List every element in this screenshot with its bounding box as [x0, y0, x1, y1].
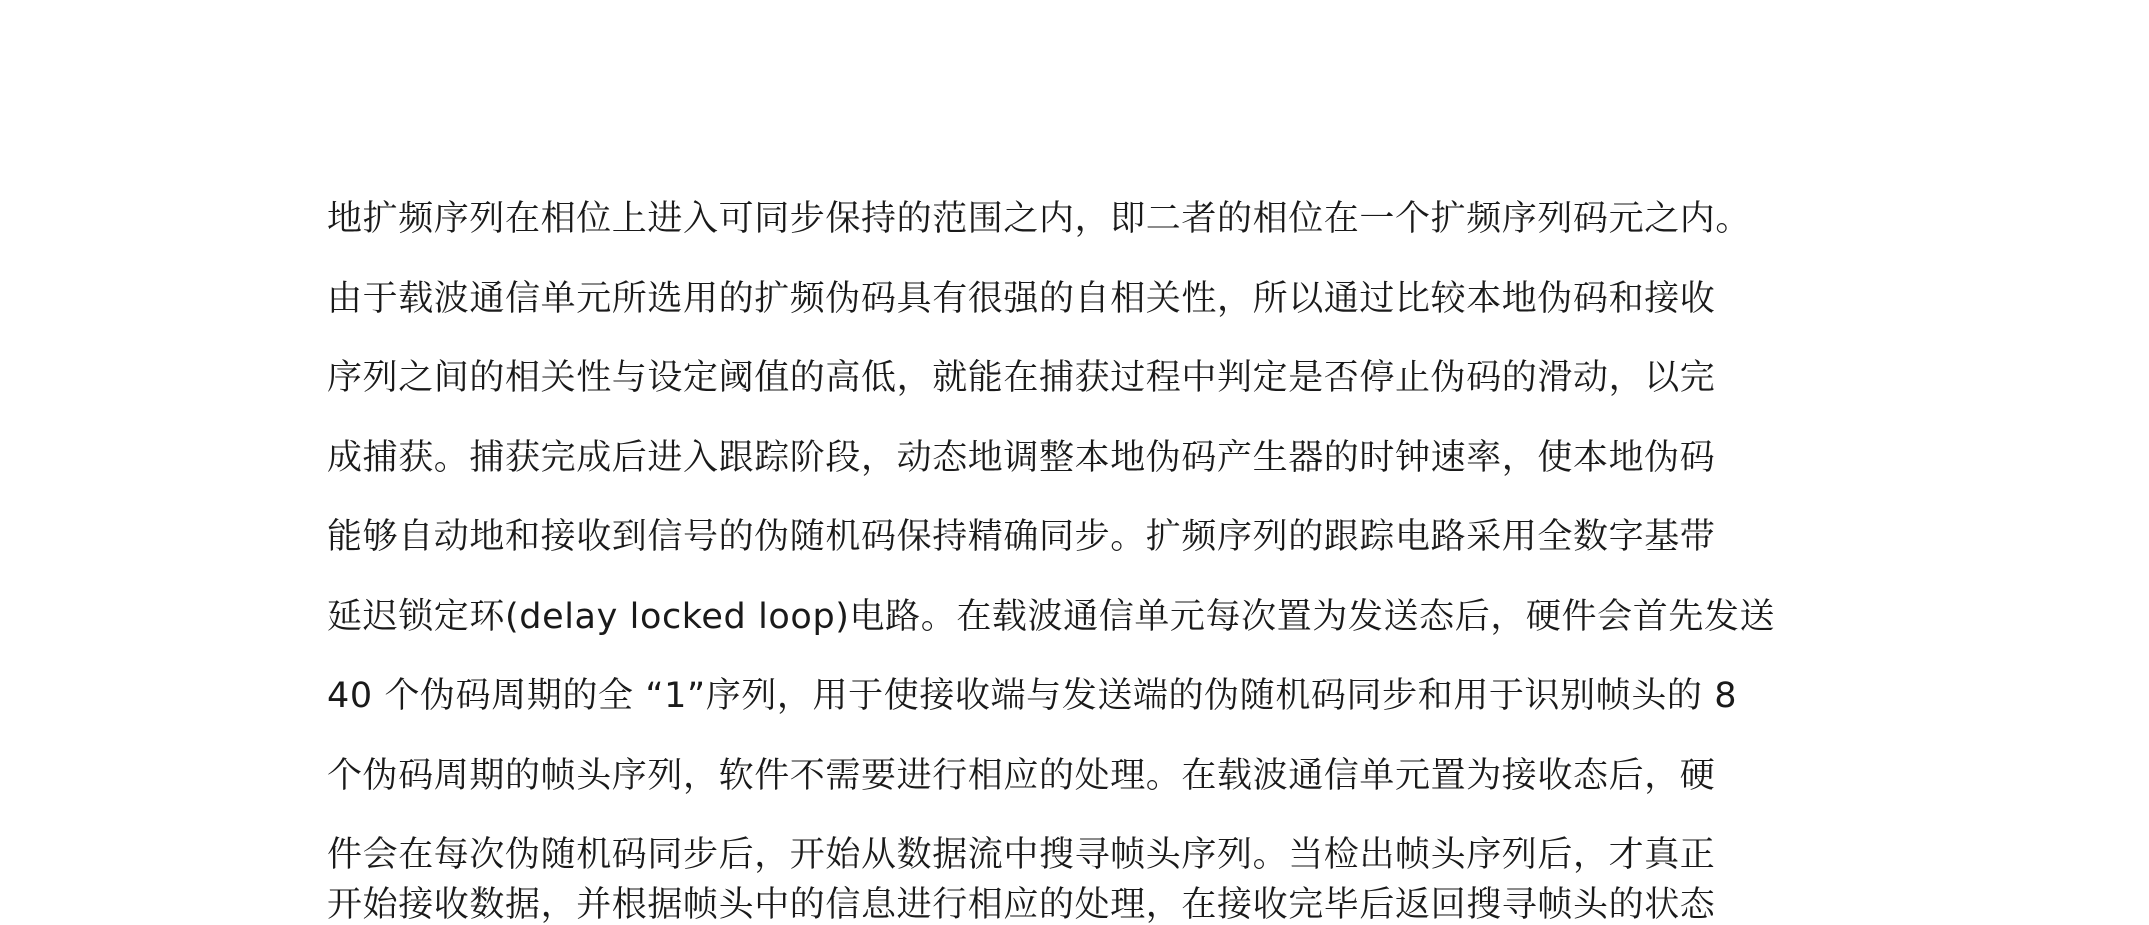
cut-off-line — [327, 885, 1847, 925]
paragraph-line: 成捕获。捕获完成后进入跟踪阶段，动态地调整本地伪码产生器的时钟速率，使本地伪码 — [327, 437, 1716, 478]
paragraph-line: 个伪码周期的帧头序列，软件不需要进行相应的处理。在载波通信单元置为接收态后，硬 — [327, 755, 1716, 796]
paragraph-line: 件会在每次伪随机码同步后，开始从数据流中搜寻帧头序列。当检出帧头序列后，才真正 — [327, 835, 1716, 875]
body-paragraph — [327, 180, 1847, 896]
paragraph-line: 序列之间的相关性与设定阈值的高低，就能在捕获过程中判定是否停止伪码的滑动，以完 — [327, 358, 1716, 398]
paragraph-line: 能够自动地和接收到信号的伪随机码保持精确同步。扩频序列的跟踪电路采用全数字基带 — [327, 517, 1716, 557]
paragraph-line: 由于载波通信单元所选用的扩频伪码具有很强的自相关性，所以通过比较本地伪码和接收 — [327, 278, 1716, 319]
paragraph-line: 延迟锁定环(delay locked loop)电路。在载波通信单元每次置为发送态后，硬件会首先发送 — [327, 596, 1776, 637]
cut-off-line-text: 开始接收数据，并根据帧头中的信息进行相应的处理，在接收完毕后返回搜寻帧头的状态 — [327, 885, 1716, 925]
paragraph-line: 40 个伪码周期的全 “1”序列，用于使接收端与发送端的伪随机码同步和用于识别帧头的 8 — [327, 676, 1738, 716]
paragraph-line: 地扩频序列在相位上进入可同步保持的范围之内，即二者的相位在一个扩频序列码元之内。 — [327, 199, 1752, 239]
